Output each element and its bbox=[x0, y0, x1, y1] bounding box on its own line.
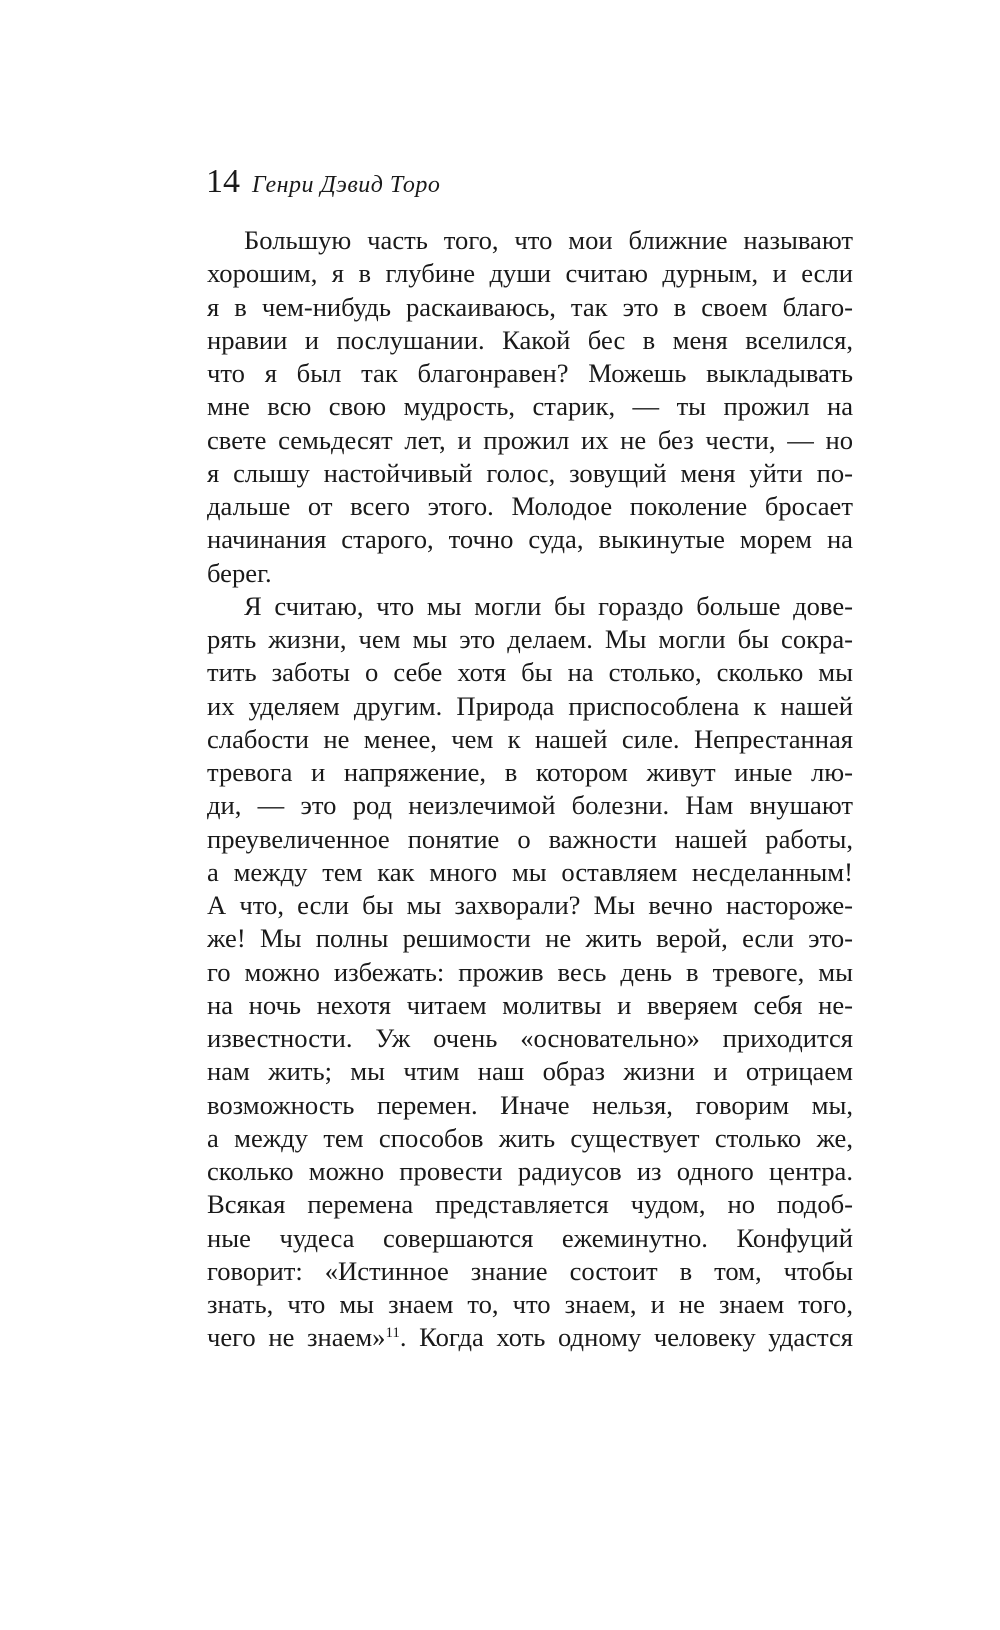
text-line: тревога и напряжение, в котором живут иные лю- bbox=[207, 757, 853, 787]
running-head bbox=[206, 162, 440, 202]
text-line: А что, если бы мы захворали? Мы вечно настороже- bbox=[207, 890, 853, 920]
text-line: тить заботы о себе хотя бы на столько, сколько мы bbox=[207, 657, 853, 688]
text-line: я слышу настойчивый голос, зовущий меня уйти по- bbox=[207, 457, 853, 488]
text-line: сколько можно провести радиусов из одного центра. bbox=[207, 1156, 853, 1186]
text-line: рять жизни, чем мы это делаем. Мы могли бы сокра- bbox=[207, 624, 853, 654]
text-line: а между тем как много мы оставляем несделанным! bbox=[207, 856, 853, 887]
paragraph-2 bbox=[207, 590, 853, 1355]
text-line: говорит: «Истинное знание состоит в том, чтобы bbox=[207, 1255, 853, 1286]
text-line: же! Мы полны решимости не жить верой, если это- bbox=[207, 923, 853, 954]
body-text bbox=[207, 224, 853, 1355]
text-fragment: чего не знаем» bbox=[207, 1322, 386, 1353]
text-fragment: . Когда хоть одному человеку удастся bbox=[399, 1322, 853, 1353]
text-line: на ночь нехотя читаем молитвы и вверяем себя не- bbox=[207, 989, 853, 1020]
text-line: нам жить; мы чтим наш образ жизни и отрицаем bbox=[207, 1056, 853, 1087]
text-line: ди, — это род неизлечимой болезни. Нам внушают bbox=[207, 790, 853, 821]
text-line: я в чем-нибудь раскаиваюсь, так это в своем благо- bbox=[207, 291, 853, 322]
text-line: нравии и послушании. Какой бес в меня вселился, bbox=[207, 324, 853, 355]
text-line: дальше от всего этого. Молодое поколение бросает bbox=[207, 491, 853, 521]
text-line: берег. bbox=[207, 557, 272, 588]
text-line: мне всю свою мудрость, старик, — ты прожил на bbox=[207, 391, 853, 422]
text-line: их уделяем другим. Природа приспособлена к нашей bbox=[207, 690, 853, 721]
text-line: а между тем способов жить существует столько же, bbox=[207, 1122, 853, 1153]
text-line: слабости не менее, чем к нашей силе. Непрестанная bbox=[207, 723, 853, 754]
text-line: ные чудеса совершаются ежеминутно. Конфуций bbox=[207, 1222, 853, 1253]
text-line: Я считаю, что мы могли бы гораздо больше дове- bbox=[244, 590, 853, 621]
text-line: хорошим, я в глубине души считаю дурным, и если bbox=[207, 258, 853, 289]
text-line: свете семьдесят лет, и прожил их не без чести, — но bbox=[207, 424, 853, 455]
text-line: начинания старого, точно суда, выкинутые морем на bbox=[207, 524, 853, 555]
text-line: известности. Уж очень «основательно» приходится bbox=[207, 1023, 853, 1053]
page-number: 14 bbox=[206, 163, 240, 200]
text-line: го можно избежать: прожив весь день в тревоге, мы bbox=[207, 956, 853, 987]
text-line: что я был так благонравен? Можешь выкладывать bbox=[207, 358, 853, 388]
running-title: Генри Дэвид Торо bbox=[252, 172, 441, 198]
text-line-with-footnote bbox=[207, 1321, 853, 1354]
footnote-marker: 11 bbox=[385, 1325, 400, 1342]
text-line: Всякая перемена представляется чудом, но подоб- bbox=[207, 1189, 853, 1220]
text-line: возможность перемен. Иначе нельзя, говорим мы, bbox=[207, 1089, 853, 1120]
text-line: преувеличенное понятие о важности нашей работы, bbox=[207, 823, 853, 854]
paragraph-1 bbox=[207, 224, 853, 590]
text-line: Большую часть того, что мои ближние называют bbox=[244, 225, 853, 255]
text-line: знать, что мы знаем то, что знаем, и не знаем того, bbox=[207, 1289, 853, 1319]
